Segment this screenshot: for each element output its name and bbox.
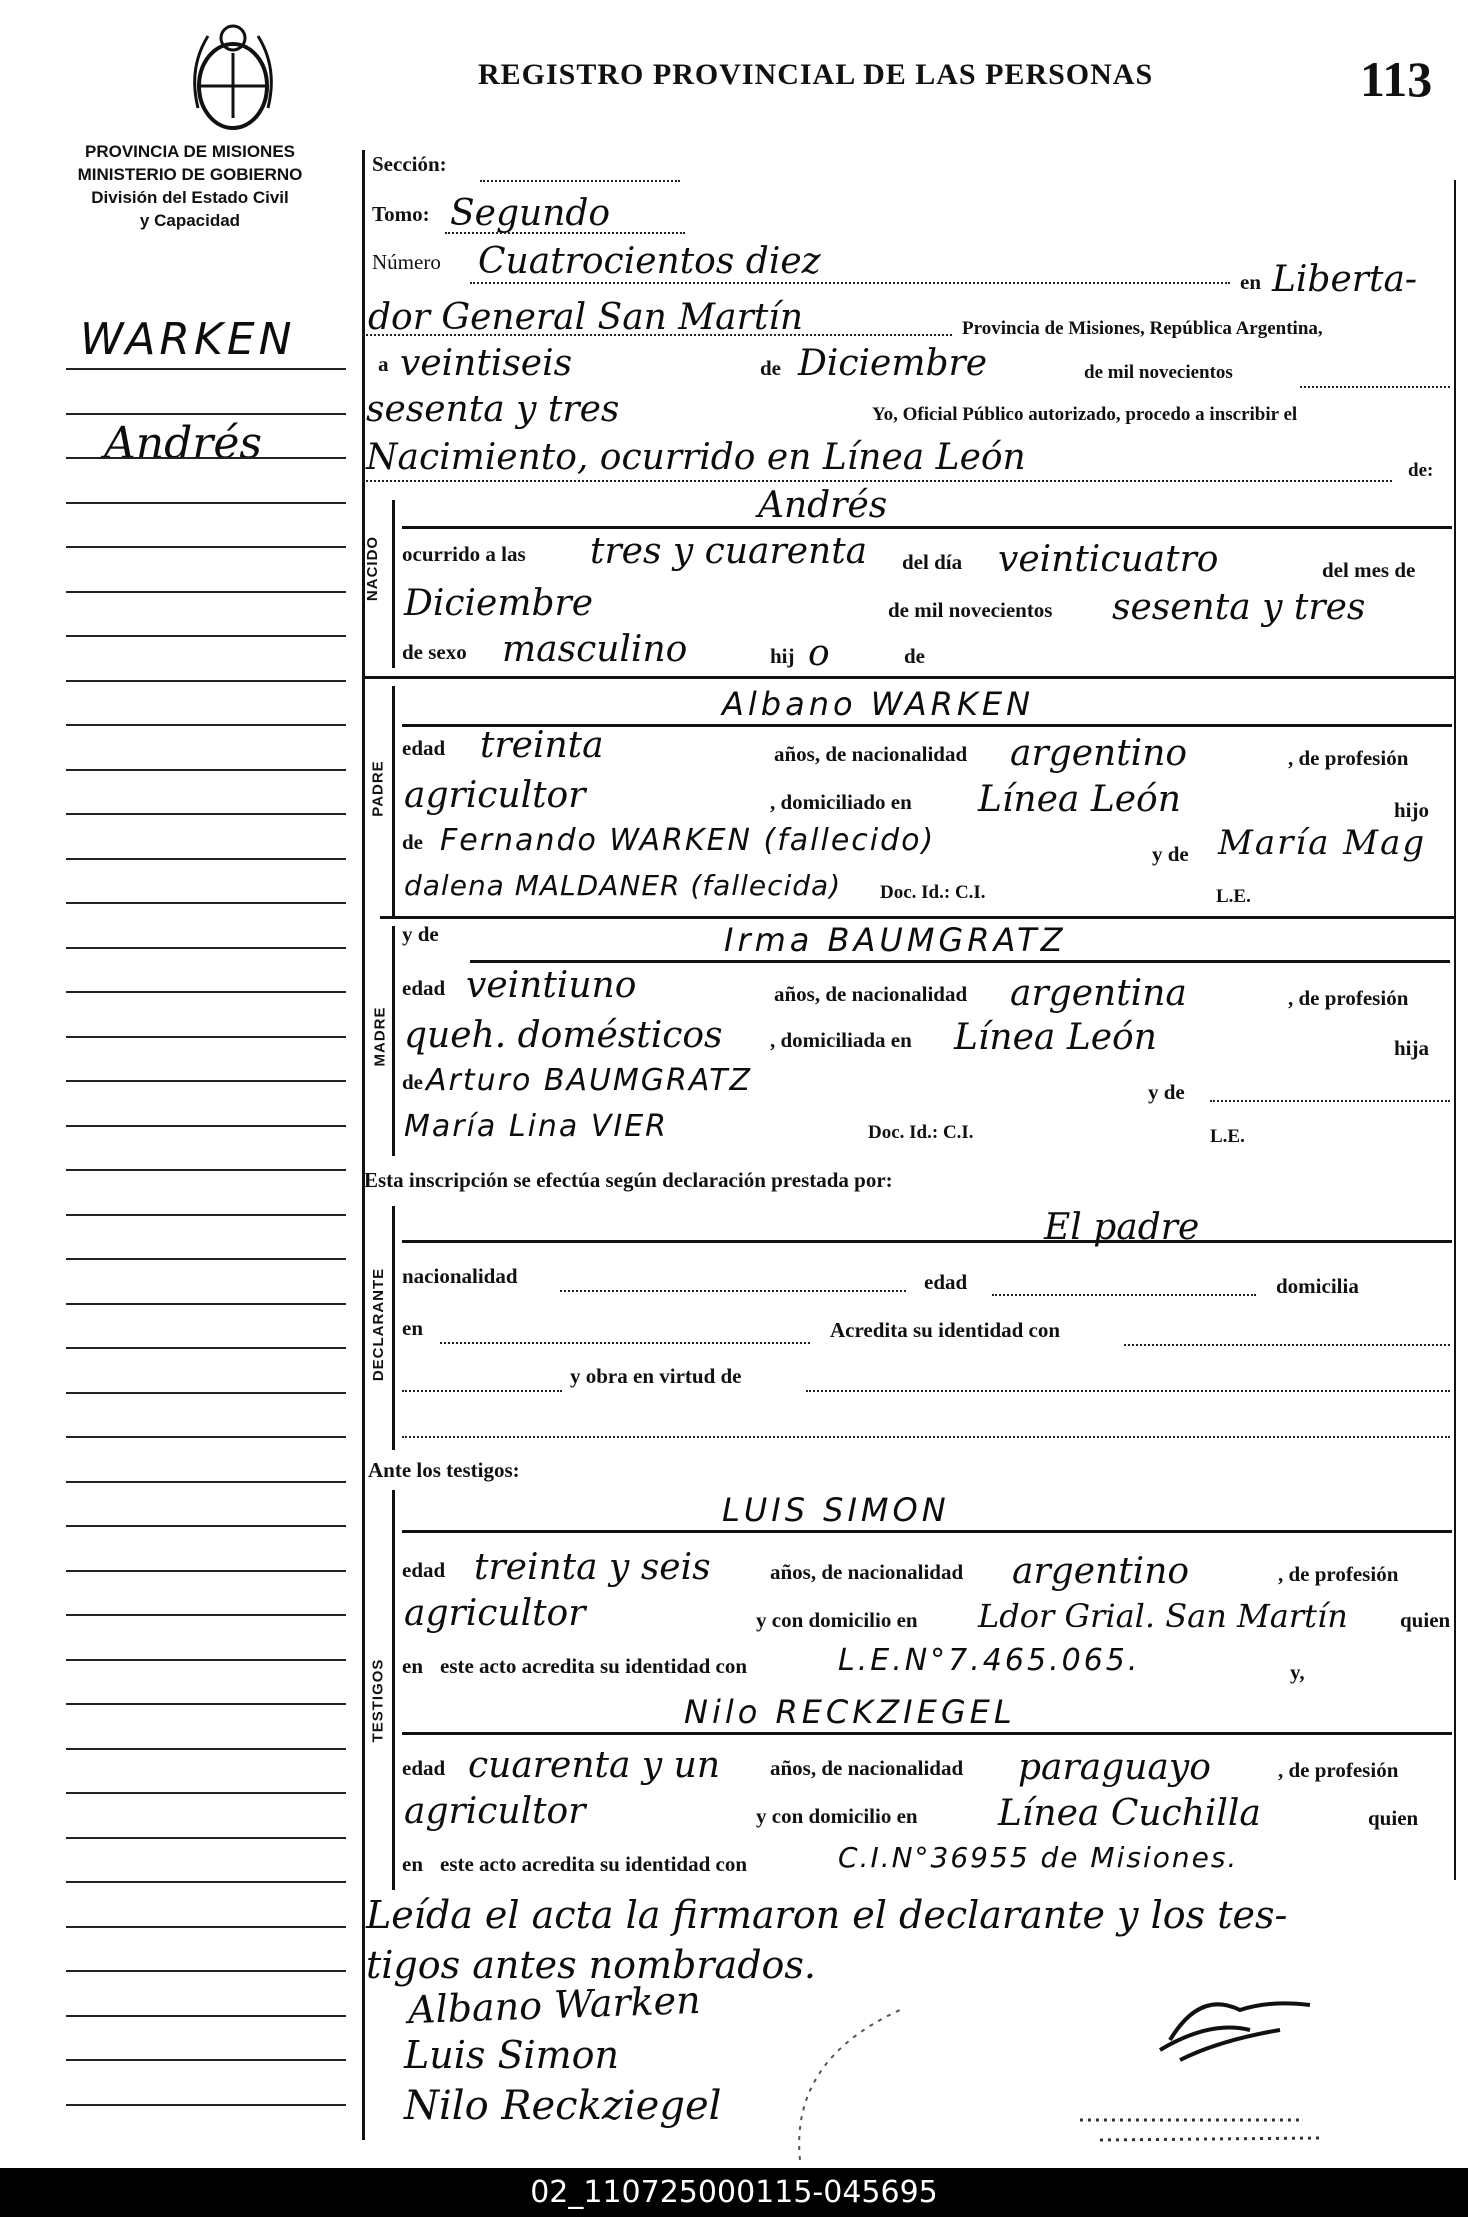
sidebar-line [66,1570,346,1572]
numero-line [470,282,1230,284]
t2-en-label: en [402,1852,423,1876]
madre-doc-label: Doc. Id.: C.I. [868,1122,974,1143]
sidebar-line [66,635,346,637]
padre-padre: Fernando WARKEN (fallecido) [440,823,936,858]
madre-profesion: queh. domésticos [404,1015,723,1056]
madre-de-label: de [402,1070,423,1094]
testigo1-name-line [402,1530,1452,1533]
madre-domicilio: Línea León [954,1017,1157,1058]
decl-nac-label: nacionalidad [402,1264,518,1288]
de-colon-label: de: [1408,460,1434,481]
decl-en-label: en [402,1316,423,1340]
decl-dom-label: domicilia [1276,1274,1359,1298]
padre-edad-label: edad [402,736,446,760]
madre-madre: María Lina VIER [404,1109,669,1144]
t1-acto-label: este acto acredita su identidad con [440,1654,748,1678]
padre-nombre: Albano WARKEN [722,685,1035,723]
sidebar-line [66,546,346,548]
padre-le-label: L.E. [1216,886,1251,907]
sexo-value: masculino [502,629,688,670]
testigo1-nombre: LUIS SIMON [722,1491,950,1529]
sidebar-line [66,1881,346,1883]
decl-obra-line-2 [806,1390,1450,1392]
padre-top-line [362,676,1454,679]
tomo-label: Tomo: [372,202,430,226]
sidebar-line [66,1525,346,1527]
sidebar-line [66,902,346,904]
sidebar-line [66,1970,346,1972]
madre-rule [392,926,395,1156]
testigo2-name-line [402,1732,1452,1735]
padre-domicilio: Línea León [978,779,1181,820]
t1-profesion: agricultor [404,1593,586,1634]
t2-edad: cuarenta y un [468,1745,721,1786]
madre-name-line [470,960,1450,963]
decl-acredita-line [1124,1344,1450,1346]
decl-en-line [440,1342,810,1344]
nacido-rule [392,500,395,668]
madre-yde2-label: y de [1148,1080,1185,1104]
right-rule [1454,180,1456,1880]
t2-edad-label: edad [402,1756,446,1780]
decl-obra-line-1 [402,1390,562,1392]
madre-nac-label: años, de nacionalidad [774,982,968,1006]
nacido-nombre: Andrés [758,485,888,526]
padre-prof-label: , de profesión [1288,746,1409,770]
t2-nac-label: años, de nacionalidad [770,1756,964,1780]
decl-obra-label: y obra en virtud de [570,1364,742,1388]
madre-nombre: Irma BAUMGRATZ [724,921,1067,959]
coat-of-arms-icon [178,8,288,138]
t2-prof-label: , de profesión [1278,1758,1399,1782]
sidebar-line [66,769,346,771]
issuer-block [40,140,340,232]
sidebar-line [66,1169,346,1171]
sidebar-line [66,1392,346,1394]
anio-nac-value: sesenta y tres [1112,587,1366,628]
acto-value: Nacimiento, ocurrido en Línea León [366,437,1026,478]
t1-domicilio: Ldor Grial. San Martín [978,1597,1348,1635]
sidebar-line [66,724,346,726]
padre-profesion: agricultor [404,775,586,816]
en-value-2: dor General San Martín [368,297,804,338]
numero-label: Número [372,250,441,274]
sidebar-line [66,1214,346,1216]
dia-value: veintiseis [400,343,573,384]
sidebar-line [66,1703,346,1705]
de-mil-nac-label: de mil novecientos [888,598,1053,622]
signature-luis: Luis Simon [404,2033,620,2077]
sidebar-line [66,502,346,504]
mes-value: Diciembre [798,343,988,384]
ministry-name: MINISTERIO DE GOBIERNO [77,165,303,184]
section-madre: MADRE [371,1006,389,1067]
padre-hijo-label: hijo [1394,798,1430,822]
tomo-line [445,232,685,234]
yo-label: Yo, Oficial Público autorizado, procedo a inscribir el [872,404,1298,425]
decl-extra-line [402,1436,1450,1438]
sidebar-line [66,2015,346,2017]
t2-domicilio: Línea Cuchilla [998,1793,1261,1834]
sidebar-surname: WARKEN [80,314,296,365]
tomo-value: Segundo [450,193,611,234]
padre-nacionalidad: argentino [1010,733,1188,774]
division-name-2: y Capacidad [139,211,241,230]
madre-top-line [380,916,1454,919]
de-label: de [760,356,781,380]
ocurrido-label: ocurrido a las [402,542,526,566]
padre-nac-label: años, de nacionalidad [774,742,968,766]
padre-de-label: de [402,830,423,854]
anio-value: sesenta y tres [366,389,620,430]
signature-nilo: Nilo Reckziegel [404,2083,722,2129]
declarante-name-line [402,1240,1452,1243]
madre-edad: veintiuno [466,965,637,1006]
section-declarante: DECLARANTE [370,1267,388,1382]
sidebar-line [66,1748,346,1750]
sidebar-given-name: Andrés [104,418,262,469]
t2-acto-label: este acto acredita su identidad con [440,1852,748,1876]
nacido-name-line [402,526,1452,529]
seccion-line [480,180,680,182]
t1-nacionalidad: argentino [1012,1551,1190,1592]
sidebar-line [66,858,346,860]
t1-nac-label: años, de nacionalidad [770,1560,964,1584]
sidebar-line [66,1125,346,1127]
division-name: División del Estado Civil [91,188,289,207]
madre-prof-label: , de profesión [1288,986,1409,1010]
provincia-label: Provincia de Misiones, República Argentina, [962,318,1323,339]
sidebar-line [66,457,346,459]
padre-doc-label: Doc. Id.: C.I. [880,882,986,903]
sidebar-line [66,1303,346,1305]
testigos-rule [392,1490,395,1890]
padre-madre-1: María Mag [1218,823,1427,863]
sidebar-line [66,1792,346,1794]
t2-profesion: agricultor [404,1791,586,1832]
closing-text-1: Leída el acta la firmaron el declarante y los tes- [366,1893,1288,1937]
inscripcion-label: Esta inscripción se efectúa según declaración prestada por: [364,1168,893,1192]
section-nacido: NACIDO [364,535,382,602]
province-name: PROVINCIA DE MISIONES [84,142,295,161]
del-dia-label: del día [902,550,963,574]
anio-line-1 [1300,386,1450,388]
decl-edad-label: edad [924,1270,968,1294]
en-label: en [1240,270,1261,294]
sidebar-line [66,2059,346,2061]
hij-label: hij [770,644,795,668]
madre-padre: Arturo BAUMGRATZ [426,1063,753,1098]
sidebar-line [66,991,346,993]
sidebar-line [66,1347,346,1349]
signature-albano: Albano Warken [407,1977,702,2033]
hij-suffix: o [808,633,830,674]
margin-rule [362,150,365,2140]
padre-madre-2: dalena MALDANER (fallecida) [404,869,842,902]
sidebar-line [66,1436,346,1438]
t2-dom-label: y con domicilio en [756,1804,918,1828]
footer-code: 02_110725000115-045695 [0,2168,1468,2217]
official-seal-and-signature [780,1970,1340,2170]
t1-edad-label: edad [402,1558,446,1582]
dia-nac-value: veinticuatro [998,539,1219,580]
madre-hija-label: hija [1394,1036,1430,1060]
t1-quien-label: quien [1400,1608,1451,1632]
sidebar-line [66,2104,346,2106]
madre-le-label: L.E. [1210,1126,1245,1147]
sidebar-line [66,813,346,815]
declarante-rule [392,1206,395,1450]
numero-value: Cuatrocientos diez [478,241,821,282]
sidebar-line [66,413,346,415]
t2-quien-label: quien [1368,1806,1419,1830]
sidebar-line [66,680,346,682]
madre-edad-label: edad [402,976,446,1000]
madre-yde2-line [1210,1100,1450,1102]
section-testigos: TESTIGOS [369,1658,387,1743]
sidebar-line [66,368,346,370]
t2-documento: C.I.N°36955 de Misiones. [838,1841,1239,1874]
sidebar-line [66,1080,346,1082]
sidebar-line [66,1258,346,1260]
seccion-label: Sección: [372,152,447,176]
sidebar-line [66,1926,346,1928]
en-value-1: Liberta- [1272,259,1418,300]
t2-nacionalidad: paraguayo [1018,1747,1211,1788]
padre-edad: treinta [480,725,604,766]
hij-de-label: de [904,644,925,668]
testigo2-nombre: Nilo RECKZIEGEL [684,1693,1016,1731]
t1-edad: treinta y seis [474,1547,711,1588]
sidebar-line [66,1659,346,1661]
sidebar-line [66,947,346,949]
en-line [362,334,952,336]
sidebar-line [66,1481,346,1483]
acto-line [362,480,1392,482]
del-mes-label: del mes de [1322,558,1416,582]
decl-nac-line [560,1290,906,1292]
padre-dom-label: , domiciliado en [770,790,912,814]
padre-yde-label: y de [1152,842,1189,866]
section-padre: PADRE [369,760,387,817]
madre-yde-label: y de [402,922,439,946]
madre-nacionalidad: argentina [1010,973,1187,1014]
decl-edad-line [992,1294,1256,1296]
t1-prof-label: , de profesión [1278,1562,1399,1586]
sidebar-line [66,1837,346,1839]
sidebar-line [66,1036,346,1038]
mil-label: de mil novecientos [1084,362,1233,383]
a-label: a [378,352,389,376]
hora-value: tres y cuarenta [590,531,868,572]
padre-rule [392,686,395,916]
page-title: REGISTRO PROVINCIAL DE LAS PERSONAS [478,58,1154,91]
testigos-label: Ante los testigos: [368,1458,520,1482]
sidebar-line [66,1614,346,1616]
mes-nac-value: Diciembre [404,583,594,624]
declarante-nombre: El padre [1044,1207,1200,1248]
sexo-label: de sexo [402,640,467,664]
t1-en-label: en [402,1654,423,1678]
record-number: 113 [1360,51,1433,107]
sidebar-line [66,591,346,593]
closing-text-2: tigos antes nombrados. [366,1943,816,1987]
t1-documento: L.E.N°7.465.065. [838,1643,1141,1678]
madre-dom-label: , domiciliada en [770,1028,912,1052]
t1-y-label: y, [1290,1660,1305,1684]
t1-dom-label: y con domicilio en [756,1608,918,1632]
decl-acredita-label: Acredita su identidad con [830,1318,1061,1342]
